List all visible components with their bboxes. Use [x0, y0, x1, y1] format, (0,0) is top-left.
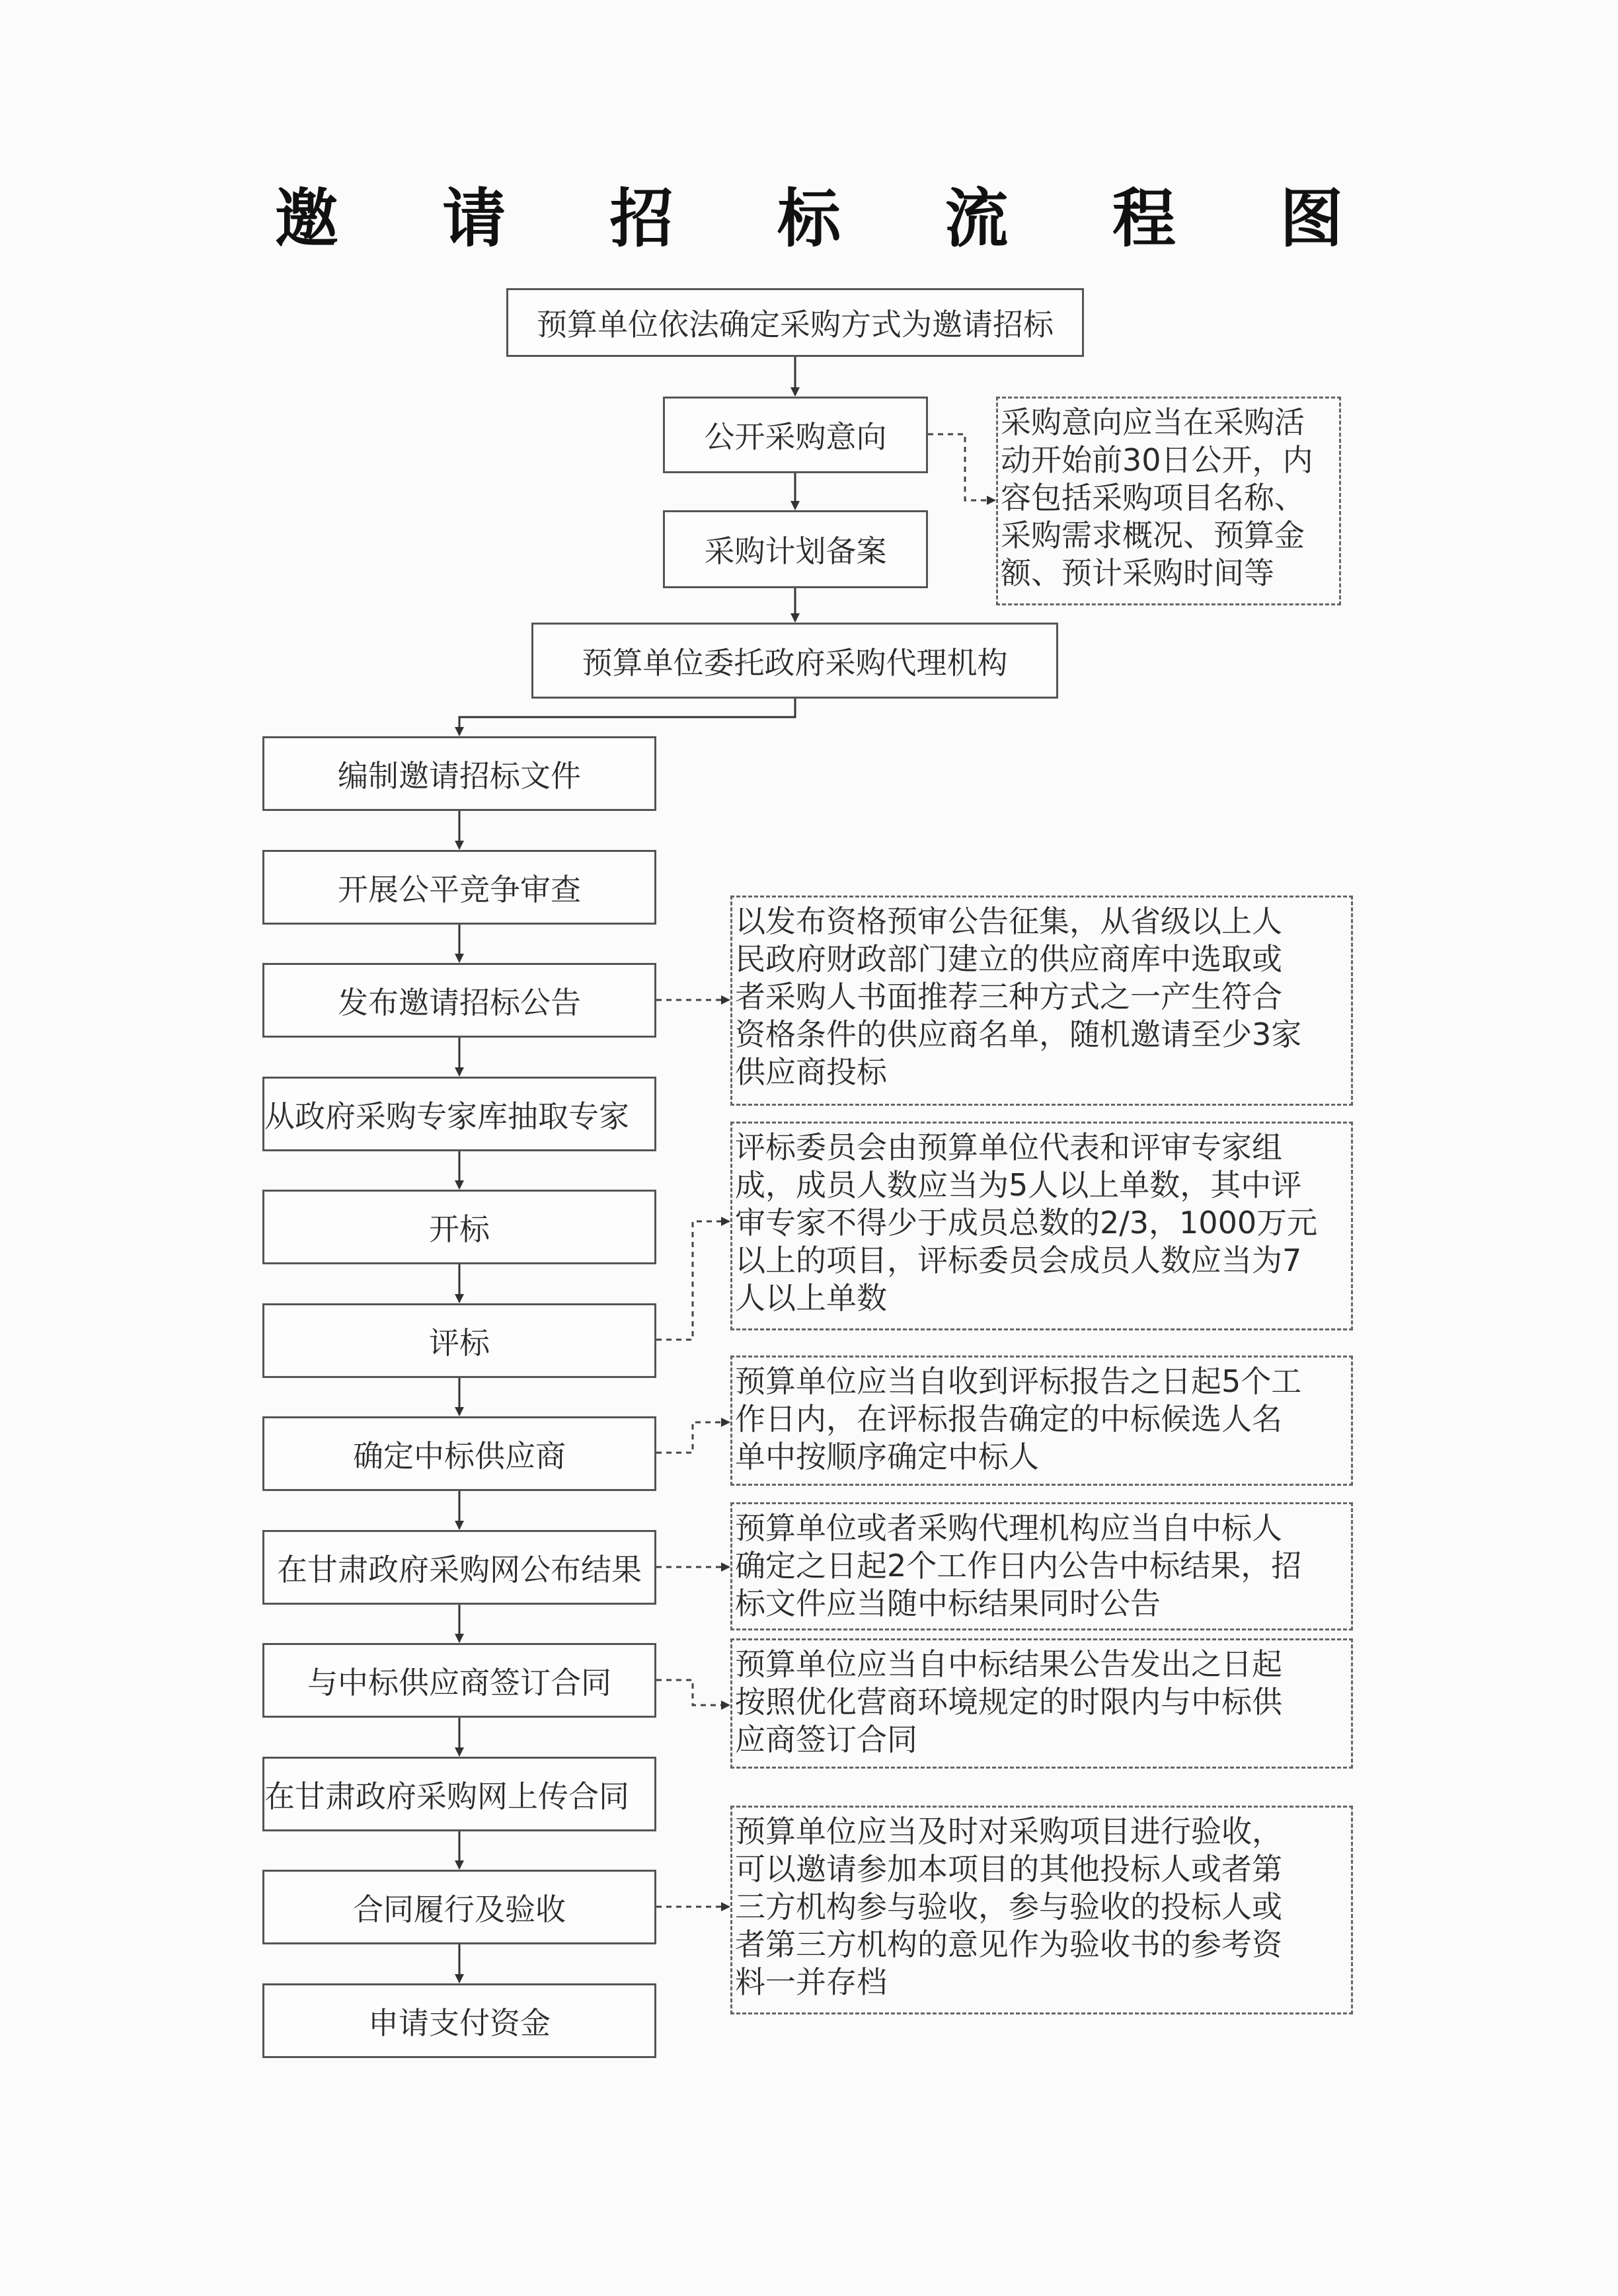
- note-line: 预算单位或者采购代理机构应当自中标人: [735, 1510, 1282, 1546]
- note-line: 标文件应当随中标结果同时公告: [735, 1586, 1161, 1621]
- step-publish-results: 在甘肃政府采购网公布结果: [262, 1530, 656, 1605]
- note-line: 人以上单数: [735, 1280, 887, 1316]
- note-line: 三方机构参与验收，参与验收的投标人或: [735, 1889, 1282, 1925]
- note-line: 应商签订合同: [735, 1722, 917, 1757]
- note-procurement-intent: [996, 397, 1341, 605]
- step-performance-acceptance: 合同履行及验收: [262, 1870, 656, 1944]
- note-line: 额、预计采购时间等: [1001, 555, 1274, 591]
- step-bid-opening: 开标: [262, 1190, 656, 1264]
- step-prepare-documents: 编制邀请招标文件: [262, 736, 656, 811]
- note-line: 预算单位应当自收到评标报告之日起5个工: [735, 1363, 1302, 1399]
- note-evaluation-committee: [730, 1122, 1353, 1330]
- note-line: 容包括采购项目名称、: [1001, 480, 1305, 516]
- note-line: 评标委员会由预算单位代表和评审专家组: [735, 1129, 1282, 1165]
- note-line: 以上的项目，评标委员会成员人数应当为7: [735, 1243, 1302, 1278]
- note-line: 者采购人书面推荐三种方式之一产生符合: [735, 979, 1282, 1014]
- note-determine-winner: [730, 1356, 1353, 1486]
- note-supplier-selection: [730, 896, 1353, 1106]
- note-line: 供应商投标: [735, 1054, 887, 1090]
- note-acceptance: [730, 1806, 1353, 2014]
- note-connector: [656, 1422, 729, 1453]
- step-draw-experts: 从政府采购专家库抽取专家: [262, 1077, 656, 1151]
- step-publish-intent: 公开采购意向: [663, 397, 928, 473]
- step-apply-payment: 申请支付资金: [262, 1983, 656, 2058]
- note-line: 者第三方机构的意见作为验收书的参考资: [735, 1927, 1282, 1962]
- note-sign-contract: [730, 1638, 1353, 1769]
- page-title: 邀 请 招 标 流 程 图: [274, 181, 1385, 256]
- step-determine-winner: 确定中标供应商: [262, 1416, 656, 1491]
- note-publish-results: [730, 1502, 1353, 1630]
- note-line: 预算单位应当自中标结果公告发出之日起: [735, 1646, 1282, 1682]
- note-line: 资格条件的供应商名单，随机邀请至少3家: [735, 1016, 1302, 1052]
- note-line: 按照优化营商环境规定的时限内与中标供: [735, 1684, 1282, 1720]
- note-line: 动开始前30日公开，内: [1001, 442, 1313, 478]
- step-determine-method: 预算单位依法确定采购方式为邀请招标: [506, 288, 1084, 357]
- note-line: 作日内，在评标报告确定的中标候选人名: [735, 1401, 1282, 1437]
- note-line: 成，成员人数应当为5人以上单数，其中评: [735, 1167, 1302, 1203]
- step-sign-contract: 与中标供应商签订合同: [262, 1643, 656, 1718]
- note-line: 预算单位应当及时对采购项目进行验收，: [735, 1814, 1282, 1849]
- note-line: 以发布资格预审公告征集，从省级以上人: [735, 903, 1282, 939]
- step-fair-competition-review: 开展公平竞争审查: [262, 850, 656, 925]
- note-line: 采购意向应当在采购活: [1001, 404, 1305, 440]
- note-line: 审专家不得少于成员总数的2/3，1000万元: [735, 1205, 1318, 1241]
- note-connector: [656, 1680, 729, 1705]
- step-publish-announcement: 发布邀请招标公告: [262, 963, 656, 1038]
- step-bid-evaluation: 评标: [262, 1303, 656, 1378]
- note-line: 单中按顺序确定中标人: [735, 1439, 1039, 1474]
- note-line: 料一并存档: [735, 1964, 887, 2000]
- arrow: [459, 699, 795, 735]
- step-entrust-agency: 预算单位委托政府采购代理机构: [531, 623, 1058, 699]
- note-line: 确定之日起2个工作日内公告中标结果，招: [735, 1548, 1302, 1584]
- step-plan-filing: 采购计划备案: [663, 510, 928, 588]
- note-connector: [928, 434, 995, 500]
- note-line: 采购需求概况、预算金: [1001, 517, 1305, 553]
- note-line: 民政府财政部门建立的供应商库中选取或: [735, 941, 1282, 977]
- note-connector: [656, 1221, 729, 1340]
- note-line: 可以邀请参加本项目的其他投标人或者第: [735, 1851, 1282, 1887]
- step-upload-contract: 在甘肃政府采购网上传合同: [262, 1757, 656, 1831]
